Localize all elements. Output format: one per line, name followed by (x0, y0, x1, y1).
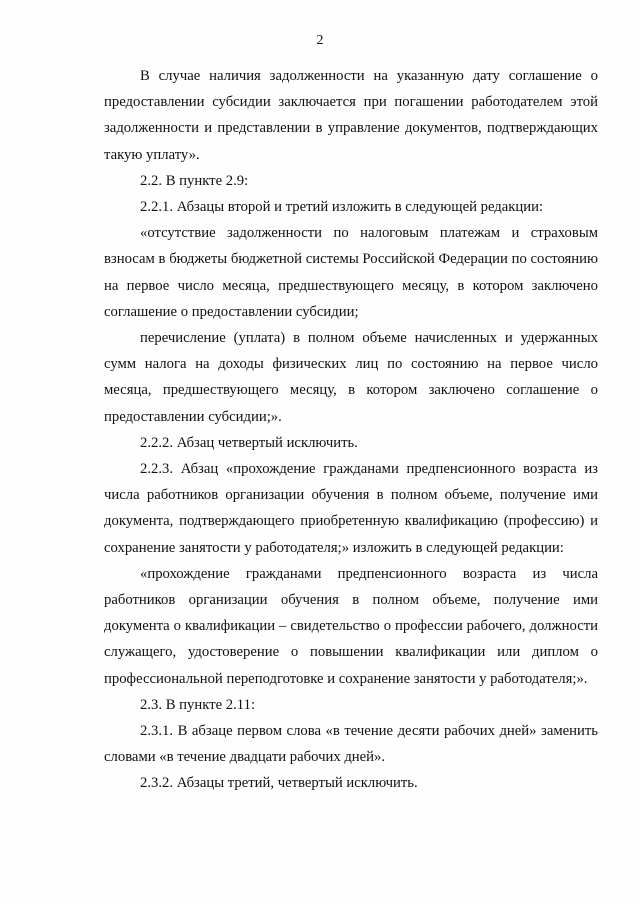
paragraph-2-2-3: 2.2.3. Абзац «прохождение гражданами предпенсионного возраста из числа работников организации обучения в полном объеме, получение ими документа, подтверждающего приобретенную квалификацию (профессию) и сохранение занятости у работодателя;» изложить в следующей редакции: (104, 461, 598, 556)
paragraph-2-2-2: 2.2.2. Абзац четвертый исключить. (140, 434, 358, 451)
paragraph-2-3-1: 2.3.1. В абзаце первом слова «в течение десяти рабочих дней» заменить словами «в течение двадцати рабочих дней». (104, 723, 598, 766)
paragraph-2-2-1: 2.2.1. Абзацы второй и третий изложить в следующей редакции: (140, 199, 544, 216)
page-number: 2 (316, 33, 324, 48)
paragraph-income-tax-payment: перечисление (уплата) в полном объеме начисленных и удержанных сумм налога на доходы физических лиц по состоянию на первое число месяца, предшествующего месяцу, в котором заключено соглашение о предоставлении субсидии;». (104, 330, 598, 425)
document-body (104, 63, 598, 797)
paragraph-debt-condition: В случае наличия задолженности на указанную дату соглашение о предоставлении субсидии заключается при погашении работодателем этой задолженности и представлении в управление документов, подтверждающих такую уплату». (104, 68, 598, 163)
paragraph-new-training-wording: «прохождение гражданами предпенсионного возраста из числа работников организации обучения в полном объеме, получение ими документа о квалификации – свидетельство о профессии рабочего, должности служащего, удостоверение о повышении квалификации или диплом о профессиональной переподготовке и сохранение занятости у работодателя;». (104, 565, 598, 687)
paragraph-2-2: 2.2. В пункте 2.9: (140, 172, 249, 189)
paragraph-2-3-2: 2.3.2. Абзацы третий, четвертый исключить. (140, 775, 418, 792)
paragraph-no-tax-debt: «отсутствие задолженности по налоговым платежам и страховым взносам в бюджеты бюджетной системы Российской Федерации по состоянию на первое число месяца, предшествующего месяцу, в котором заключено соглашение о предоставлении субсидии; (104, 225, 598, 320)
paragraph-2-3: 2.3. В пункте 2.11: (140, 696, 256, 713)
